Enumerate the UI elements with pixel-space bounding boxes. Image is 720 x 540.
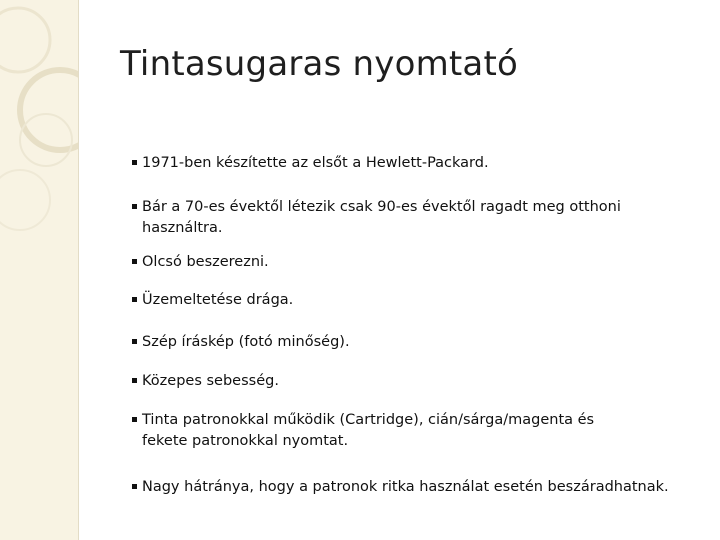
bullet-item <box>130 197 630 239</box>
decorative-side-panel <box>0 0 79 540</box>
bullet-item <box>130 252 690 273</box>
bullet-text: Üzemeltetése drága. <box>142 292 294 308</box>
bullet-item <box>130 153 690 174</box>
bullet-text: Bár a 70-es évektől létezik csak 90-es évektől ragadt meg otthoni használtra. <box>142 199 621 236</box>
bullet-marker <box>132 417 137 422</box>
bullet-text: Közepes sebesség. <box>142 373 279 389</box>
bullet-text: Olcsó beszerezni. <box>142 254 269 270</box>
bullet-text: 1971-ben készítette az elsőt a Hewlett-Packard. <box>142 155 489 171</box>
bullet-text: Tinta patronokkal működik (Cartridge), cián/sárga/magenta és fekete patronokkal nyomtat. <box>142 412 595 449</box>
bullet-item <box>130 290 690 311</box>
bullet-text: Nagy hátránya, hogy a patronok ritka használat esetén beszáradhatnak. <box>142 479 669 495</box>
bullet-marker <box>132 484 137 489</box>
bullet-item <box>130 410 610 452</box>
bullet-marker <box>132 378 137 383</box>
decorative-circles-graphic <box>0 0 78 540</box>
bullet-item <box>130 477 700 498</box>
bullet-marker <box>132 259 137 264</box>
slide-title: Tintasugaras nyomtató <box>120 44 518 84</box>
bullet-item <box>130 371 690 392</box>
bullet-marker <box>132 339 137 344</box>
bullet-marker <box>132 160 137 165</box>
bullet-marker <box>132 297 137 302</box>
bullet-text: Szép íráskép (fotó minőség). <box>142 334 350 350</box>
bullet-item <box>130 332 690 353</box>
bullet-marker <box>132 204 137 209</box>
